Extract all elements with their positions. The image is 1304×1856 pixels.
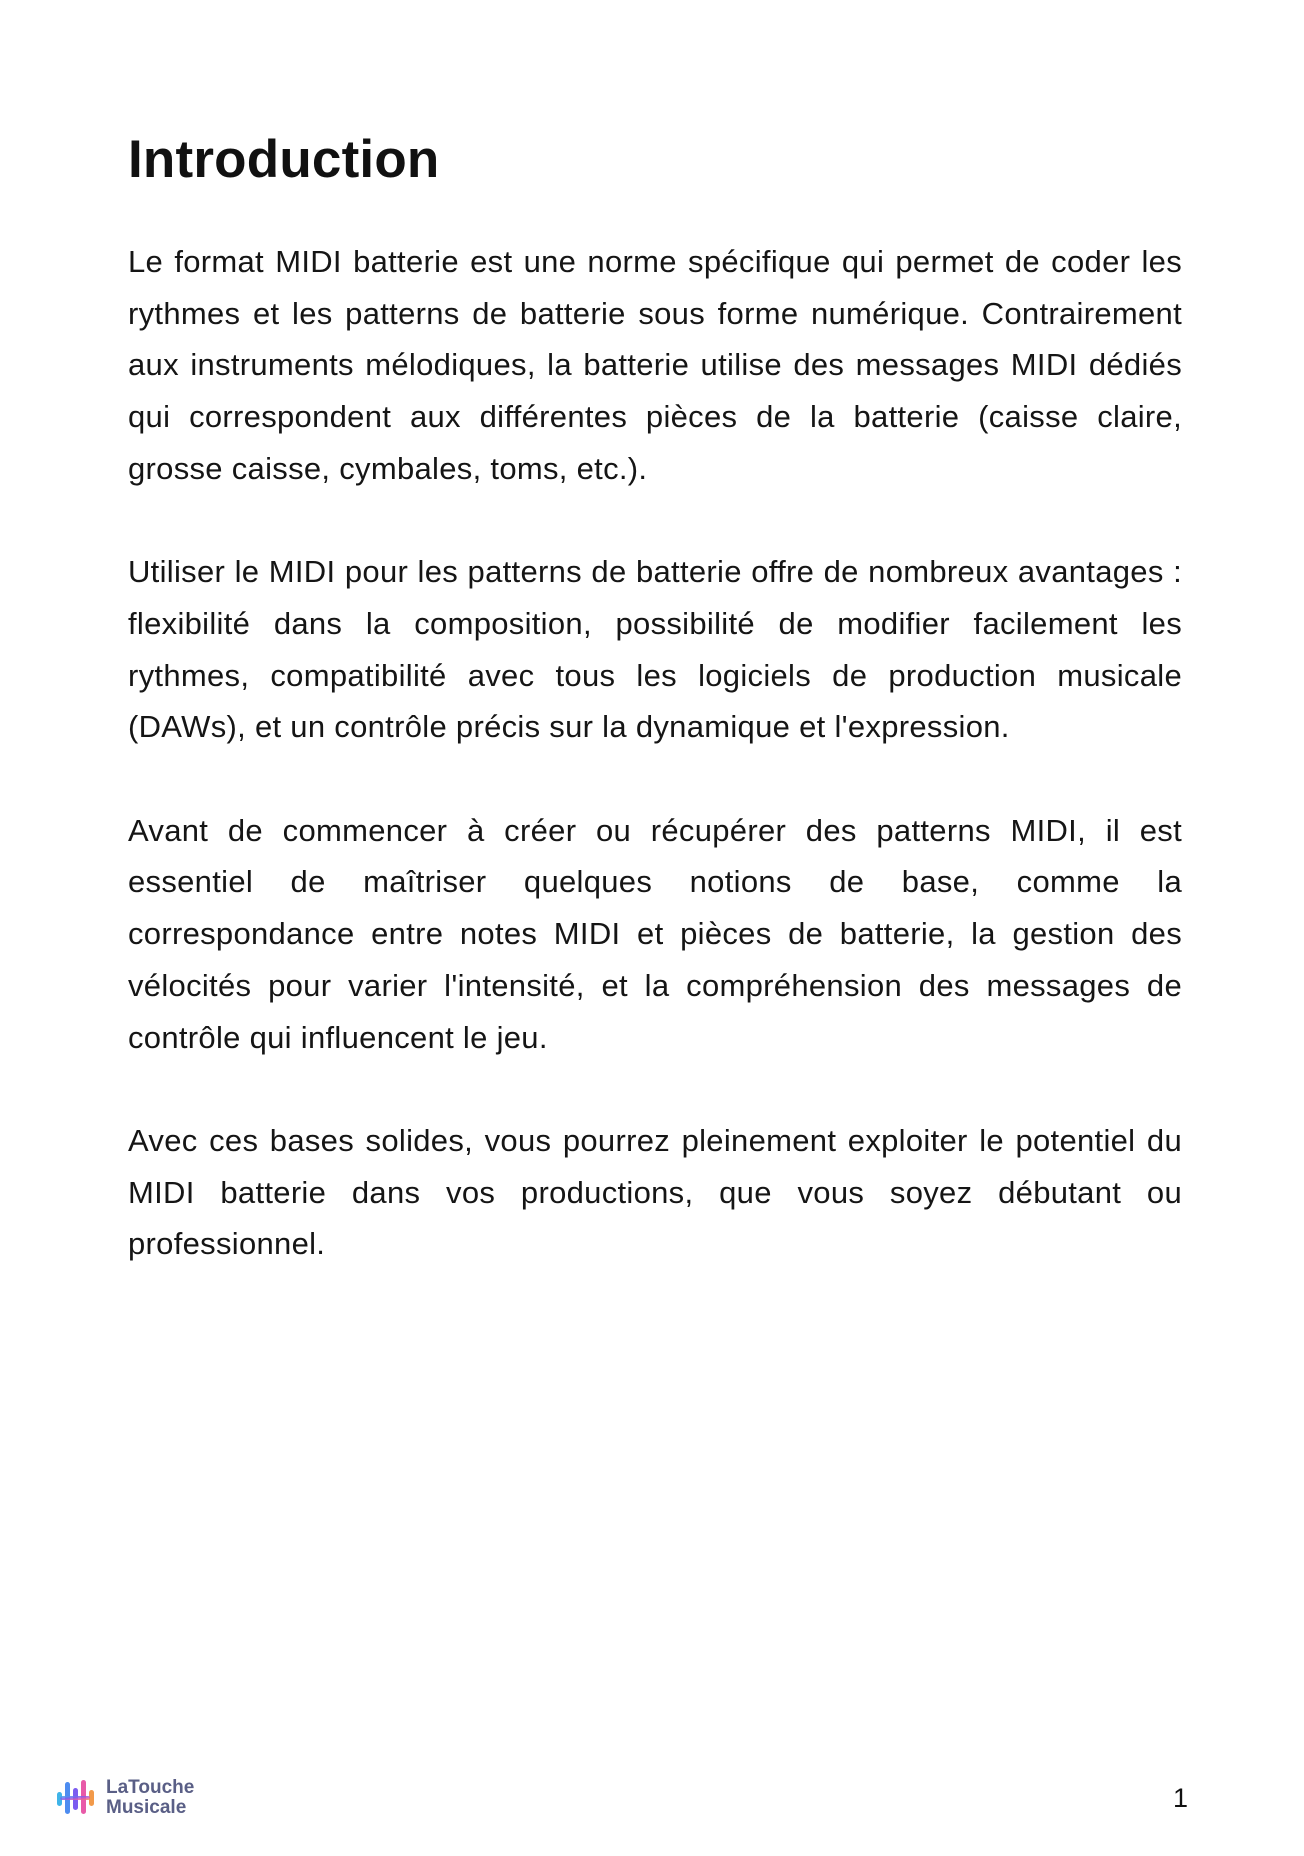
page-title: Introduction xyxy=(128,130,440,189)
footer-logo xyxy=(54,1776,194,1820)
logo-wordmark xyxy=(106,1778,194,1818)
latouche-musicale-logo-icon xyxy=(54,1776,96,1820)
page-number: 1 xyxy=(1172,1783,1188,1813)
paragraph-4: Avec ces bases solides, vous pourrez pleinement exploiter le potentiel du MIDI batterie dans vos productions, que vous soyez débutant ou professionnel. xyxy=(128,1122,1182,1262)
logo-line-1: LaTouche xyxy=(106,1777,195,1798)
paragraph-2: Utiliser le MIDI pour les patterns de batterie offre de nombreux avantages : flexibilité dans la composition, possibilité de modifier facilement les rythmes, compatibilité avec tous les logiciels de production musicale (DAWs), et un contrôle précis sur la dynamique et l'expression. xyxy=(128,554,1182,745)
paragraph-1: Le format MIDI batterie est une norme spécifique qui permet de coder les rythmes et les patterns de batterie sous forme numérique. Contrairement aux instruments mélodiques, la batterie utilise des messages MIDI dédiés qui correspondent aux différentes pièces de la batterie (caisse claire, grosse caisse, cymbales, toms, etc.). xyxy=(128,244,1182,486)
logo-line-2: Musicale xyxy=(106,1797,187,1818)
page-content xyxy=(128,128,1182,1322)
paragraph-3: Avant de commencer à créer ou récupérer des patterns MIDI, il est essentiel de maîtriser quelques notions de base, comme la correspondance entre notes MIDI et pièces de batterie, la gestion des vélocités pour varier l'intensité, et la compréhension des messages de contrôle qui influencent le jeu. xyxy=(128,812,1182,1055)
